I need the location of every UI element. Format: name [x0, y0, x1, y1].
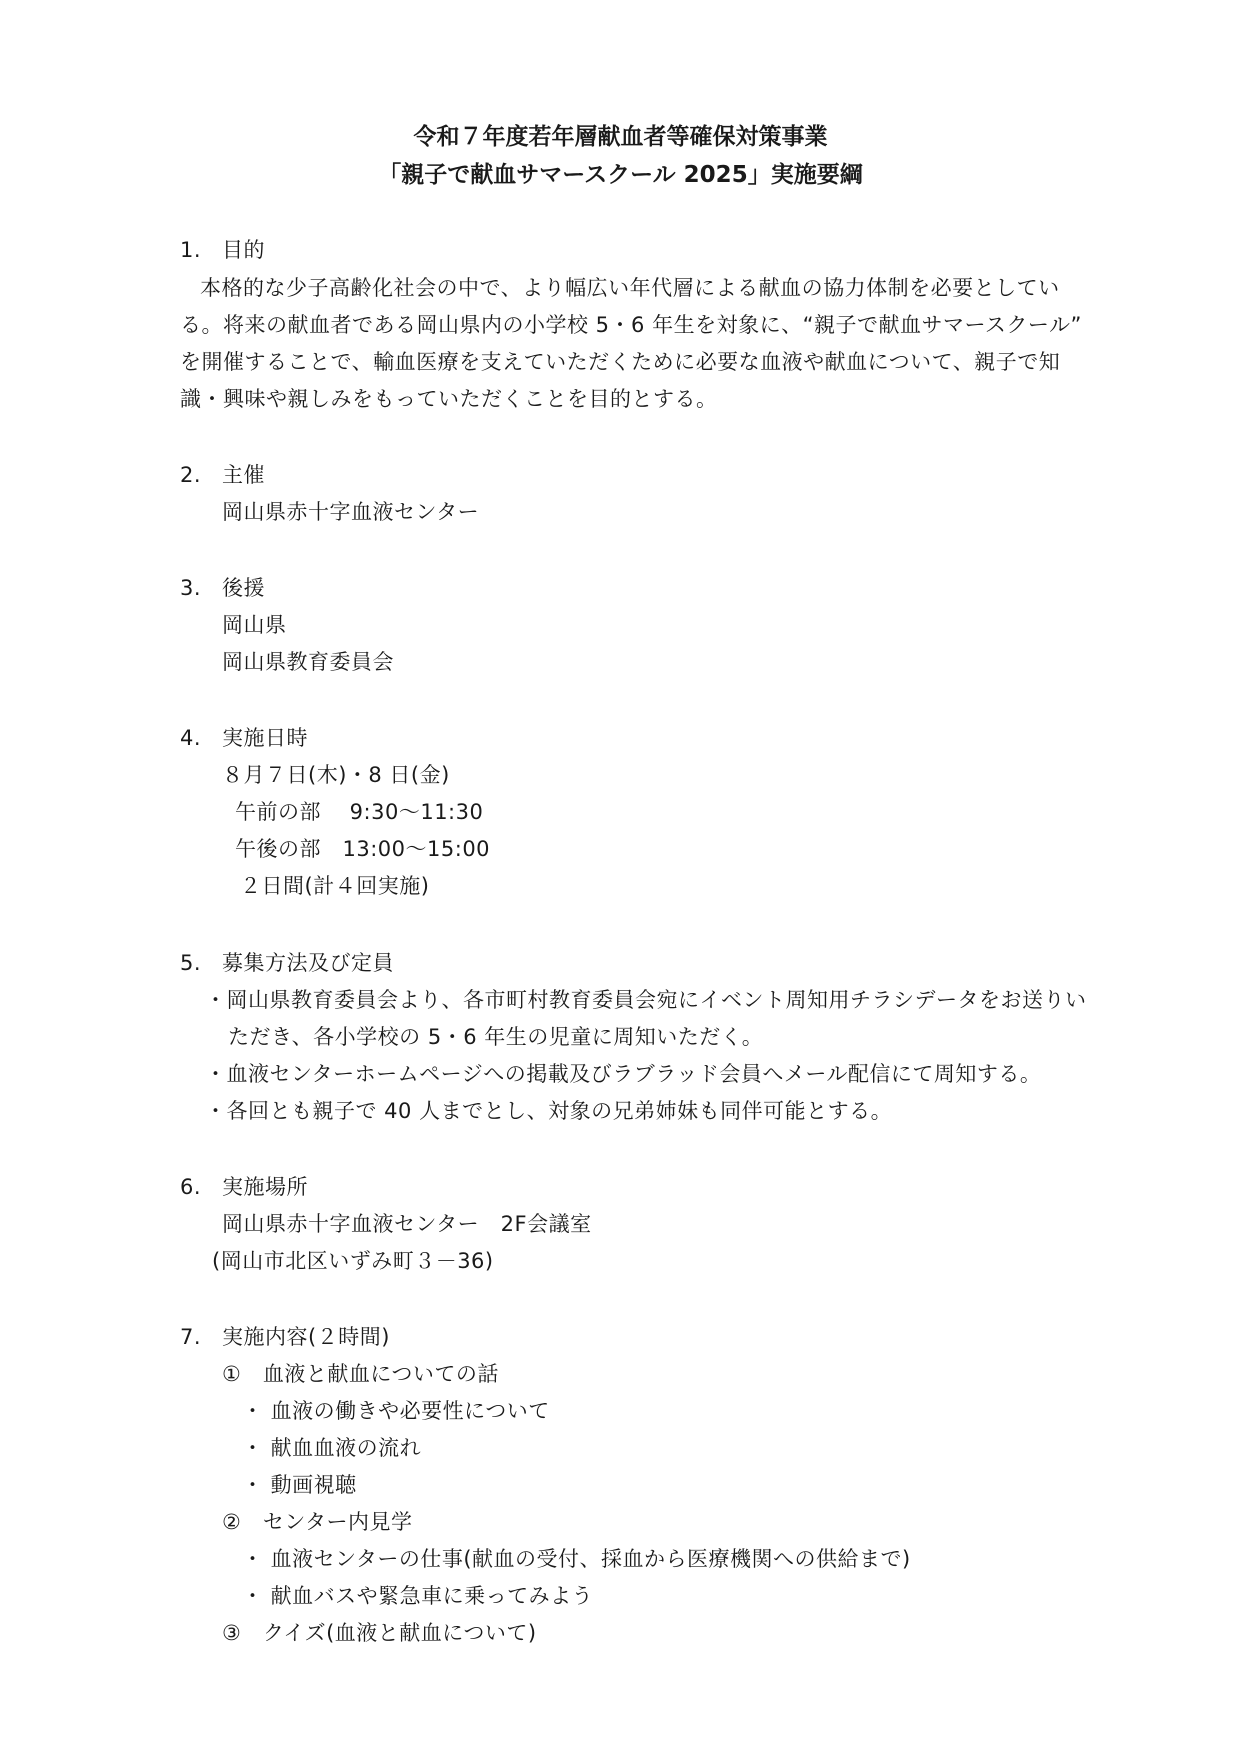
event-dates: ８月７日(木)・8 日(金)	[222, 763, 450, 787]
program-item: ② センター内見学	[222, 1510, 413, 1534]
section-title: 目的	[222, 238, 265, 262]
venue-address: (岡山市北区いずみ町３－36)	[212, 1249, 494, 1273]
venue-name: 岡山県赤十字血液センター 2F会議室	[222, 1212, 592, 1236]
section-number: 1.	[180, 238, 202, 262]
program-subitem: ・ 献血血液の流れ	[242, 1436, 422, 1460]
document-subtitle: 「親子で献血サマースクール 2025」実施要綱	[378, 162, 863, 188]
section-1-text-line: 本格的な少子高齢化社会の中で、より幅広い年代層による献血の協力体制を必要としてい	[200, 276, 1060, 300]
program-subitem: ・ 動画視聴	[242, 1473, 357, 1497]
section-title: 主催	[222, 463, 265, 487]
section-title: 実施日時	[222, 726, 308, 750]
supporter: 岡山県	[222, 613, 287, 637]
section-number: 4.	[180, 726, 202, 750]
section-7-heading	[180, 1322, 390, 1352]
afternoon-session: 午後の部 13:00～15:00	[235, 837, 491, 861]
program-item: ① 血液と献血についての話	[222, 1362, 499, 1386]
section-1-heading	[180, 235, 265, 265]
section-1-text-line: を開催することで、輸血医療を支えていただくために必要な血液や献血について、親子で知	[180, 350, 1061, 374]
section-5-heading	[180, 948, 394, 978]
section-number: 2.	[180, 463, 202, 487]
recruitment-bullet: ・岡山県教育委員会より、各市町村教育委員会宛にイベント周知用チラシデータをお送りい	[205, 988, 1087, 1012]
section-number: 5.	[180, 951, 202, 975]
section-1-text-line: 識・興味や親しみをもっていただくことを目的とする。	[180, 387, 718, 411]
organizer: 岡山県赤十字血液センター	[222, 500, 480, 524]
section-number: 7.	[180, 1325, 202, 1349]
program-subitem: ・ 血液センターの仕事(献血の受付、採血から医療機関への供給まで)	[242, 1547, 911, 1571]
document-title: 令和７年度若年層献血者等確保対策事業	[413, 124, 828, 150]
section-number: 3.	[180, 576, 202, 600]
program-subitem: ・ 血液の働きや必要性について	[242, 1399, 550, 1423]
supporter: 岡山県教育委員会	[222, 650, 394, 674]
morning-session: 午前の部 9:30～11:30	[235, 800, 484, 824]
section-6-heading	[180, 1172, 308, 1202]
section-3-heading	[180, 573, 265, 603]
section-1-text-line: る。将来の献血者である岡山県内の小学校 5・6 年生を対象に、“親子で献血サマースクール”	[180, 313, 1082, 337]
section-title: 実施場所	[222, 1175, 308, 1199]
recruitment-bullet-continued: ただき、各小学校の 5・6 年生の児童に周知いただく。	[228, 1025, 764, 1049]
section-title: 後援	[222, 576, 265, 600]
section-title: 実施内容(２時間)	[222, 1325, 390, 1349]
section-2-heading	[180, 460, 265, 490]
session-total: ２日間(計４回実施)	[240, 874, 430, 898]
recruitment-bullet: ・血液センターホームページへの掲載及びラブラッド会員へメール配信にて周知する。	[205, 1062, 1042, 1086]
program-subitem: ・ 献血バスや緊急車に乗ってみよう	[242, 1584, 594, 1608]
section-title: 募集方法及び定員	[222, 951, 394, 975]
recruitment-bullet: ・各回とも親子で 40 人までとし、対象の兄弟姉妹も同伴可能とする。	[205, 1099, 893, 1123]
section-number: 6.	[180, 1175, 202, 1199]
program-item: ③ クイズ(血液と献血について)	[222, 1621, 537, 1645]
section-4-heading	[180, 723, 308, 753]
